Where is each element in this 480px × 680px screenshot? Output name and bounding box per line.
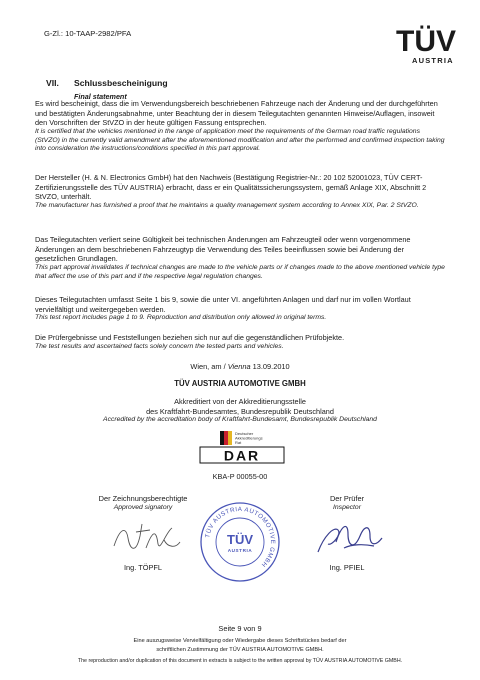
paragraph-2-de: Der Hersteller (H. & N. Electronics GmbH) hat den Nachweis (Bestätigung Registrier-Nr.: 20 102 52001023, TÜV CERT-Zertifizierungsstelle des TÜV AUSTRIA) erbracht, dass er ein Qualitätssicherungssystem, gemäß Anlage XIX, Abschnitt 2 StVZO, unterhält. (35, 173, 427, 202)
place-en: Vienna (227, 362, 251, 371)
section-subtitle: Final statement (74, 92, 127, 101)
signature-toepfl (106, 518, 186, 558)
section-title: Schlussbescheinigung (74, 78, 168, 88)
dar-line-3: Rat (235, 440, 242, 445)
footer-line-2: schriftlichen Zustimmung der TÜV AUSTRIA AUTOMOTIVE GMBH. (156, 647, 324, 653)
stamp-center-sub: AUSTRIA (227, 548, 253, 553)
paragraph-5 (35, 333, 445, 351)
paragraph-3-de: Das Teilegutachten verliert seine Gültigkeit bei technischen Änderungen am Fahrzeugteil oder wenn vorgenommene Änderungen an dem beschriebenen Fahrzeugtyp die Verwendung des Teiles beeinflussen sowie bei Änderung der gesetzlichen Grundlagen. (35, 235, 411, 264)
signatory-left (68, 494, 218, 511)
dar-line-2: Akkreditierungs (235, 435, 263, 441)
paragraph-5-en: The test results and ascertained facts solely concern the tested parts and vehicles. (35, 342, 284, 350)
signatory-right-title: Der Prüfer (329, 494, 365, 503)
footer-line-1: Eine auszugsweise Vervielfältigung oder Wiedergabe dieses Schriftstückes bedarf der (133, 638, 347, 644)
paragraph-1-de: Es wird bescheinigt, dass die im Verwendungsbereich beschriebenen Fahrzeuge nach der Änderung und der durchgeführten und bestätigten Änderungsabnahme, unter Beachtung der in diesem Teilegutachten genannten Hinweise/Auflagen, insoweit den Vorschriften der StVZO in der heute gültigen Fassung entsprechen. (35, 99, 438, 128)
section-heading (46, 73, 446, 101)
signatory-right-title-en: Inspector (333, 504, 361, 511)
signatory-left-title: Der Zeichnungsberechtigte (98, 494, 188, 503)
paragraph-5-de: Die Prüfergebnisse und Feststellungen beziehen sich nur auf die gegenständlichen Prüfobjekte. (35, 333, 345, 342)
paragraph-4 (35, 295, 445, 323)
footer-line-3: The reproduction and/or duplication of this document in extracts is subject to the written approval by TÜV AUSTRIA AUTOMOTIVE GMBH. (77, 658, 403, 664)
signatory-left-name: Ing. TÖPFL (123, 563, 163, 572)
tuv-austria-logo (396, 22, 456, 66)
paragraph-1-en: It is certified that the vehicles mentioned in the range of application meet the requirements of the German road traffic regulations (StVZO) in the currently valid amendment after the aforementioned modification and after the performed and confirmed inspection taking into consideration the instructions/conditions specified in this part approval. (35, 127, 445, 153)
stamp-center-text: TÜV (227, 532, 253, 547)
paragraph-2 (35, 173, 445, 211)
place-de: Wien, am / (190, 362, 228, 371)
paragraph-3 (35, 235, 445, 281)
document-reference: G-Zl.: 10-TAAP-2982/PFA (44, 29, 132, 38)
accreditation-line-2: des Kraftfahrt-Bundesamtes, Bundesrepublik Deutschland (146, 406, 334, 416)
dar-line-1: Deutscher (235, 431, 254, 436)
stamp-ring-text: TÜV AUSTRIA AUTOMOTIVE GMBH (204, 505, 277, 569)
signature-pfiel (308, 516, 388, 560)
signatory-right (272, 494, 422, 511)
accreditation-en: Accredited by the accreditation body of Kraftfahrt-Bundesamt, Bundesrepublik Deutschland (103, 416, 377, 424)
signatory-left-title-en: Approved signatory (113, 504, 173, 511)
dar-letters: DAR (223, 447, 261, 464)
signatory-right-name: Ing. PFIEL (329, 563, 365, 572)
company-stamp (198, 500, 282, 584)
section-number: VII. (46, 78, 59, 88)
accreditation-block (0, 397, 480, 425)
paragraph-4-en: This test report includes page 1 to 9. Reproduction and distribution only allowed in original terms. (35, 314, 327, 322)
paragraph-2-en: The manufacturer has furnished a proof that he maintains a quality management system according to Annex XIX, Par. 2 StVZO. (35, 201, 419, 209)
company-name: TÜV AUSTRIA AUTOMOTIVE GMBH (174, 379, 306, 388)
place-date (0, 362, 480, 371)
paragraph-1 (35, 99, 445, 154)
accreditation-line-1: Akkreditiert von der Akkreditierungsstelle (174, 397, 306, 406)
kba-number: KBA-P 00055-00 (212, 472, 268, 481)
logo-sub: AUSTRIA (412, 56, 454, 65)
date-value: 13.09.2010 (250, 362, 290, 371)
paragraph-4-de: Dieses Teilegutachten umfasst Seite 1 bis 9, sowie die unter VI. angeführten Anlagen und darf nur im vollen Wortlaut vervielfältigt und weitergegeben werden. (35, 295, 411, 314)
paragraph-3-en: This part approval invalidates if technical changes are made to the vehicle parts or if changes made to the above mentioned vehicle type that affect the use of this part and if the respective legal regulation changes. (35, 263, 445, 280)
logo-text: TÜV (396, 25, 456, 58)
page-number: Seite 9 von 9 (218, 624, 262, 633)
dar-logo (198, 429, 288, 469)
